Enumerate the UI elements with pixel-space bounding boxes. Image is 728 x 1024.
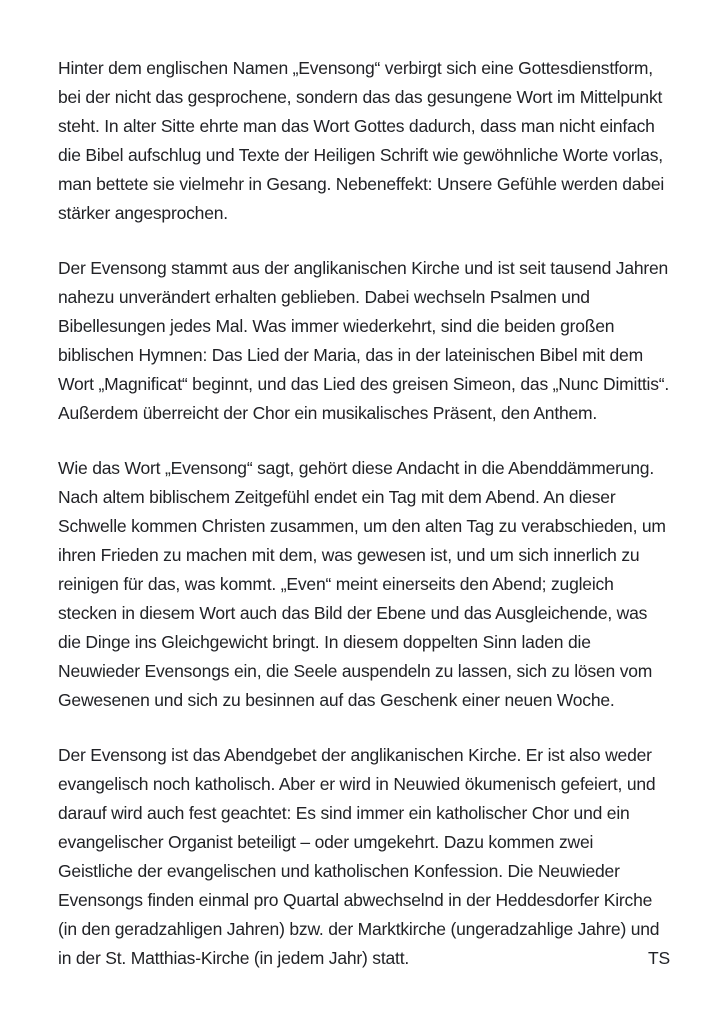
text-content	[58, 54, 670, 973]
paragraph-1: Hinter dem englischen Namen „Evensong“ verbirgt sich eine Gottesdienstform, bei der nicht das gesprochene, sondern das das gesungene Wort im Mittelpunkt steht. In alter Sitte ehrte man das Wort Gottes dadurch, dass man nicht einfach die Bibel aufschlug und Texte der Heiligen Schrift wie gewöhnliche Worte vorlas, man bettete sie vielmehr in Gesang. Nebeneffekt: Unsere Gefühle werden dabei stärker angesprochen.	[58, 58, 665, 223]
paragraph-4-container	[58, 741, 670, 973]
paragraph-2: Der Evensong stammt aus der anglikanischen Kirche und ist seit tausend Jahren nahezu unverändert erhalten geblieben. Dabei wechseln Psalmen und Bibellesungen jedes Mal. Was immer wiederkehrt, sind die beiden großen biblischen Hymnen: Das Lied der Maria, das in der lateinischen Bibel mit dem Wort „Magnificat“ beginnt, und das Lied des greisen Simeon, das „Nunc Dimittis“. Außerdem überreicht der Chor ein musikalisches Präsent, den Anthem.	[58, 258, 670, 423]
paragraph-4: Der Evensong ist das Abendgebet der anglikanischen Kirche. Er ist also weder evangelisch noch katholisch. Aber er wird in Neuwied ökumenisch gefeiert, und darauf wird auch fest geachtet: Es sind immer ein katholischer Chor und ein evangelischer Organist beteiligt – oder umgekehrt. Dazu kommen zwei Geistliche der evangelischen und katholischen Konfession. Die Neuwieder Evensongs finden einmal pro Quartal abwechselnd in der Heddesdorfer Kirche (in den geradzahligen Jahren) bzw. der Marktkirche (ungeradzahlige Jahre) und in der St. Matthias-Kirche (in jedem Jahr) statt.	[58, 745, 660, 968]
signature-initials: TS	[648, 948, 670, 968]
paragraph-3: Wie das Wort „Evensong“ sagt, gehört diese Andacht in die Abenddämmerung. Nach altem biblischem Zeitgefühl endet ein Tag mit dem Abend. An dieser Schwelle kommen Christen zusammen, um den alten Tag zu verabschieden, um ihren Frieden zu machen mit dem, was gewesen ist, und um sich innerlich zu reinigen für das, was kommt. „Even“ meint einerseits den Abend; zugleich stecken in diesem Wort auch das Bild der Ebene und das Ausgleichende, was die Dinge ins Gleichgewicht bringt. In diesem doppelten Sinn laden die Neuwieder Evensongs ein, die Seele auspendeln zu lassen, sich zu lösen vom Gewesenen und sich zu besinnen auf das Geschenk einer neuen Woche.	[58, 458, 666, 710]
